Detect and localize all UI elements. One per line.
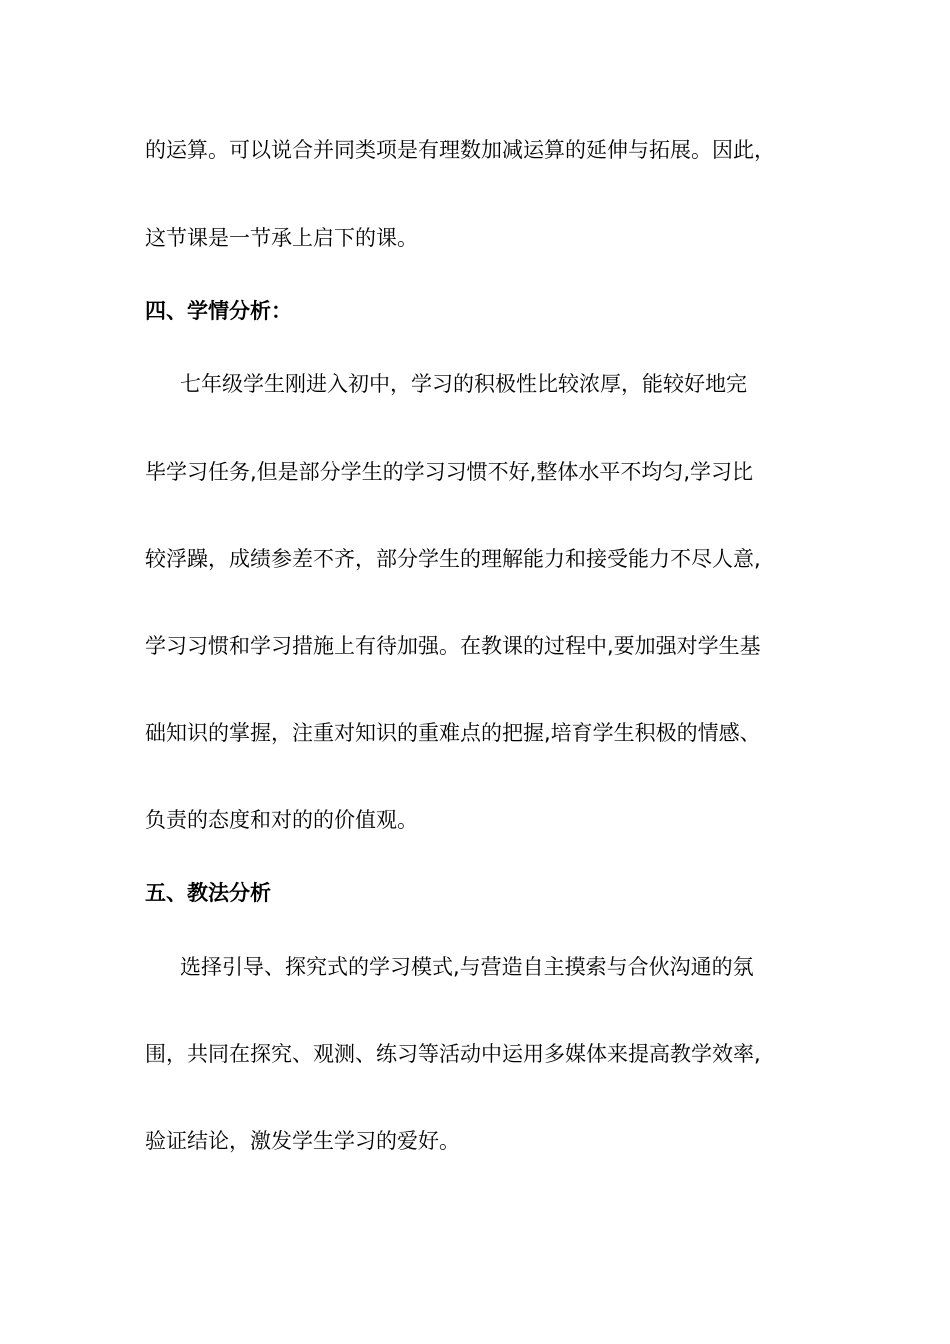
- paragraph-line: 验证结论，激发学生学习的爱好。: [145, 1129, 460, 1153]
- paragraph-line: 这节课是一节承上启下的课。: [145, 226, 418, 250]
- paragraph-line: 较浮躁，成绩参差不齐，部分学生的理解能力和接受能力不尽人意,: [145, 547, 761, 571]
- paragraph-line: 学习习惯和学习措施上有待加强。在教课的过程中,要加强对学生基: [145, 634, 761, 658]
- paragraph-line: 选择引导、探究式的学习模式,与营造自主摸索与合伙沟通的氛: [180, 955, 754, 979]
- paragraph-line: 负责的态度和对的的价值观。: [145, 808, 418, 832]
- paragraph-line: 的运算。可以说合并同类项是有理数加减运算的延伸与拓展。因此，: [145, 138, 775, 162]
- paragraph-line: 七年级学生刚进入初中，学习的积极性比较浓厚，能较好地完: [180, 372, 747, 396]
- section-heading-learning-analysis: 四、学情分析：: [145, 299, 292, 323]
- section-heading-teaching-method: 五、教法分析: [145, 881, 271, 905]
- paragraph-line: 毕学习任务,但是部分学生的学习习惯不好,整体水平不均匀,学习比: [145, 460, 754, 484]
- paragraph-line: 围，共同在探究、观测、练习等活动中运用多媒体来提高教学效率,: [145, 1042, 761, 1066]
- paragraph-line: 础知识的掌握，注重对知识的重难点的把握,培育学生积极的情感、: [145, 721, 761, 745]
